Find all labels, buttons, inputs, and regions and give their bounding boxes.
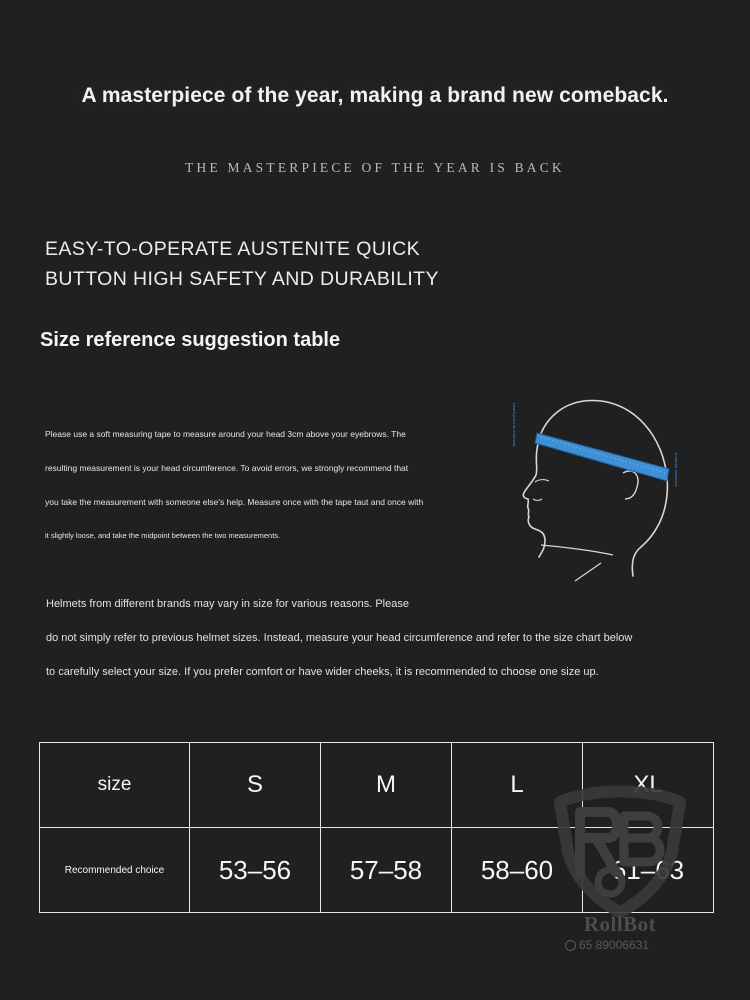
head-measurement-illustration: [505, 395, 695, 590]
brand-phone-number: 65 89006631: [579, 938, 650, 952]
brand-name: RollBot: [583, 912, 657, 936]
range-m: 57–58: [321, 828, 452, 913]
range-l: 58–60: [452, 828, 583, 913]
size-m: M: [321, 743, 452, 828]
size-xl: XL: [583, 743, 714, 828]
size-header-label: size: [40, 743, 190, 828]
advice-line: do not simply refer to previous helmet sizes. Instead, measure your head circumference and refer to the size chart below: [46, 632, 633, 644]
headline: A masterpiece of the year, making a brand new comeback.: [81, 84, 669, 107]
measure-instruction-line: you take the measurement with someone else's help. Measure once with the tape taut and once with: [45, 497, 424, 507]
size-l: L: [452, 743, 583, 828]
advice-line: to carefully select your size. If you prefer comfort or have wider cheeks, it is recommended to choose one size up.: [46, 666, 599, 678]
size-s: S: [190, 743, 321, 828]
measure-instruction-line: it slightly loose, and take the midpoint between the two measurements.: [45, 531, 281, 540]
measuring-tape: [535, 433, 669, 481]
brand-logo-watermark: [550, 782, 690, 917]
brand-phone: [565, 938, 685, 952]
range-xl: 61–63: [583, 828, 714, 913]
ear: [623, 471, 638, 499]
feature-line-1: EASY-TO-OPERATE AUSTENITE QUICK: [45, 238, 421, 260]
front-label: raised point on forehead: [512, 403, 517, 447]
measure-instruction-line: resulting measurement is your head circumference. To avoid errors, we strongly recommend that: [45, 463, 409, 473]
head-outline: [523, 401, 667, 576]
size-section-title: Size reference suggestion table: [40, 329, 341, 351]
subheadline: THE MASTERPIECE OF THE YEAR IS BACK: [185, 160, 565, 175]
measure-instruction-line: Please use a soft measuring tape to measure around your head 3cm above your eyebrows. The: [45, 429, 406, 439]
advice-line: Helmets from different brands may vary in size for various reasons. Please: [46, 598, 409, 610]
range-s: 53–56: [190, 828, 321, 913]
back-label: posterior eminence: [674, 453, 679, 488]
whatsapp-icon: [565, 940, 576, 951]
feature-line-2: BUTTON HIGH SAFETY AND DURABILITY: [45, 268, 439, 290]
recommended-choice-label: Recommended choice: [40, 828, 190, 913]
